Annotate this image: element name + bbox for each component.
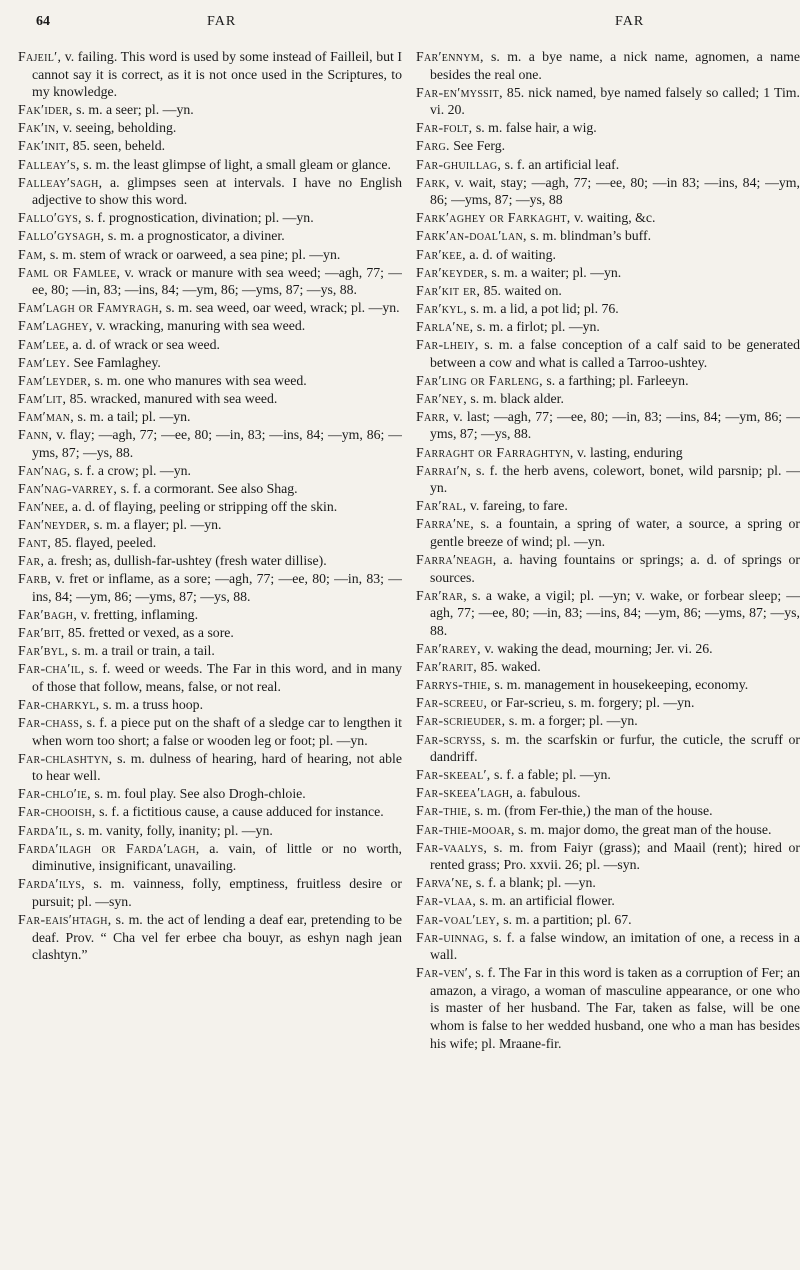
entry-headword: Fam, [18, 246, 47, 262]
entry-headword: Fan′nag, [18, 462, 71, 478]
entry-definition: v. waiting, &c. [570, 210, 656, 226]
entry-headword: Far-uinnag, [416, 929, 489, 945]
entry-definition: See Ferg. [449, 138, 506, 154]
entry-headword: Fam′man, [18, 408, 74, 424]
entry-definition: s. m. sea weed, oar weed, wrack; pl. —yn. [162, 300, 400, 316]
dictionary-entry [18, 174, 402, 209]
entry-definition: s. m. vainness, folly, emptiness, fruitless desire or pursuit; pl. —syn. [32, 876, 402, 909]
entry-definition: s. m. a partition; pl. 67. [499, 911, 632, 927]
entry-headword: Far′ennym, [416, 49, 484, 64]
entry-definition: s. f. the herb avens, colewort, bonet, wild parsnip; pl. —yn. [430, 462, 800, 496]
dictionary-entry [18, 354, 402, 372]
entry-definition: s. m. one who manures with sea weed. [91, 372, 307, 388]
entry-headword: Fan′nag-varrey, [18, 480, 118, 496]
entry-definition: 85. wracked, manured with sea weed. [66, 390, 278, 406]
entry-headword: Farrys-thie, [416, 677, 491, 693]
entry-definition: s. f. The Far in this word is taken as a corruption of Fer; an amazon, a virago, a woman of masculine appearance, or one who is master of her husband. The Far, taken as false, will be one whom is false to her wedded husband, one who a man has besides his wife; pl. Mraane-fir. [430, 965, 800, 1051]
running-head-left: FAR [207, 14, 237, 29]
dictionary-entry [18, 390, 402, 408]
entry-definition: s. m. foul play. See also Drogh-chloie. [90, 786, 306, 802]
entry-definition: See Famlaghey. [70, 354, 161, 370]
dictionary-entry [18, 462, 402, 480]
dictionary-entry [416, 802, 800, 820]
entry-headword: Far-ghuillag, [416, 156, 502, 172]
entry-headword: Far-chlo′ie, [18, 786, 91, 802]
dictionary-entry [416, 462, 800, 497]
dictionary-entry [416, 390, 800, 408]
entry-headword: Fan′neyder, [18, 516, 91, 532]
entry-headword: Fam′lagh or Famyragh, [18, 300, 163, 316]
entry-headword: Fark′an-doal′lan, [416, 228, 527, 244]
dictionary-entry [416, 408, 800, 443]
entry-headword: Far′ling or Farleng, [416, 372, 543, 388]
dictionary-entry [416, 444, 800, 462]
entry-headword: Farla′ne, [416, 318, 474, 334]
entry-definition: 85. flayed, peeled. [51, 535, 157, 551]
entry-definition: 85. seen, beheld. [69, 138, 166, 154]
dictionary-entry [18, 660, 402, 695]
dictionary-entry [18, 534, 402, 552]
entry-definition: s. m. a lid, a pot lid; pl. 76. [466, 300, 619, 316]
entry-definition: s. m. from Faiyr (grass); and Maail (rent); hired or rented grass; Pro. xxvii. 26; pl. —syn. [430, 839, 800, 873]
entry-headword: Farra′neagh, [416, 552, 497, 568]
entry-definition: 85. waked. [477, 659, 541, 675]
entry-headword: Fak′ider, [18, 102, 73, 118]
entry-definition: v. waking the dead, mourning; Jer. vi. 26. [480, 641, 713, 657]
dictionary-entry [18, 696, 402, 714]
entry-headword: Far-screeu, [416, 695, 488, 711]
dictionary-entry [416, 318, 800, 336]
entry-definition: v. flay; —agh, 77; —ee, 80; —in, 83; —ins, 84; —ym, 86; —yms, 87; —ys, 88. [32, 426, 402, 460]
entry-headword: Fallo′gys, [18, 210, 82, 226]
entry-headword: Falleay′sagh, [18, 174, 103, 190]
dictionary-entry [18, 299, 402, 317]
entry-headword: Far-en′myssit, [416, 84, 503, 100]
entry-headword: Far-eais′htagh, [18, 912, 112, 927]
dictionary-entry [416, 676, 800, 694]
entry-definition: s. m. blindman’s buff. [526, 228, 652, 244]
entry-definition: a. d. of flaying, peeling or stripping off the skin. [68, 498, 338, 514]
entry-headword: Farra′ne, [416, 516, 474, 532]
dictionary-entry [18, 516, 402, 534]
dictionary-entry [18, 498, 402, 516]
entry-definition: v. wait, stay; —agh, 77; —ee, 80; —in 83; —ins, 84; —ym, 86; —yms, 87; —ys, 88 [430, 174, 800, 208]
entry-headword: Far′byl, [18, 643, 69, 659]
dictionary-entry [18, 119, 402, 137]
entry-definition: v. wracking, manuring with sea weed. [92, 318, 306, 334]
dictionary-entry [18, 372, 402, 390]
entry-definition: s. m. a forger; pl. —yn. [505, 713, 638, 729]
entry-headword: Far-thie-mooar, [416, 821, 515, 837]
entry-headword: Fam′lit, [18, 390, 67, 406]
entry-definition: a. d. of wrack or sea weed. [68, 336, 220, 352]
entry-headword: Fam′ley. [18, 354, 71, 370]
entry-definition: s. a fountain, a spring of water, a source, a spring or gentle breeze of wind; pl. —yn. [430, 516, 800, 550]
dictionary-entry [18, 317, 402, 335]
dictionary-entry [18, 624, 402, 642]
dictionary-columns [18, 48, 800, 1264]
dictionary-entry [416, 640, 800, 658]
entry-headword: Far-chass, [18, 714, 83, 730]
entry-definition: s. f. a piece put on the shaft of a sledge car to lengthen it when worn too short; a false or wooden leg or foot; pl. —yn. [32, 714, 402, 748]
entry-headword: Far′bit, [18, 625, 65, 640]
dictionary-entry [416, 784, 800, 802]
entry-headword: Far′ral, [416, 498, 467, 514]
dictionary-entry [18, 336, 402, 354]
entry-headword: Far, [18, 553, 45, 569]
dictionary-entry [18, 408, 402, 426]
dictionary-entry [416, 551, 800, 586]
entry-definition: s. f. prognostication, divination; pl. —yn. [81, 210, 314, 226]
entry-definition: s. f. a crow; pl. —yn. [70, 462, 191, 478]
entry-definition: s. m. a prognosticator, a diviner. [104, 228, 285, 244]
entry-headword: Falleay′s, [18, 156, 80, 172]
entry-headword: Fan′nee, [18, 498, 69, 514]
dictionary-entry [18, 875, 402, 910]
entry-definition: v. seeing, beholding. [59, 120, 177, 136]
entry-definition: s. f. a fictitious cause, a cause adduced for instance. [95, 804, 384, 820]
dictionary-entry [416, 264, 800, 282]
entry-headword: Far′ney, [416, 390, 467, 406]
entry-definition: s. f. weed or weeds. The Far in this word, and in many of those that follow, means, false, or not real. [32, 661, 402, 694]
entry-headword: Fak′in, [18, 120, 60, 136]
entry-definition: s. f. a cormorant. See also Shag. [117, 480, 298, 496]
dictionary-entry [18, 570, 402, 605]
entry-definition: a. fabulous. [513, 785, 581, 801]
entry-definition: 85. waited on. [480, 282, 562, 298]
entry-headword: Farda′il, [18, 822, 73, 838]
dictionary-entry [416, 497, 800, 515]
dictionary-entry [416, 336, 800, 371]
entry-headword: Fallo′gysagh, [18, 228, 105, 244]
dictionary-entry [416, 174, 800, 209]
entry-definition: v. last; —agh, 77; —ee, 80; —in, 83; —ins, 84; —ym, 86; —yms, 87; —ys, 88. [430, 408, 800, 442]
entry-definition: s. f. a blank; pl. —yn. [472, 875, 596, 891]
entry-definition: v. wrack or manure with sea weed; —agh, 77; —ee, 80; —in, 83; —ins, 84; —ym, 86; —yms, 87; —ys, 88. [32, 264, 402, 298]
entry-definition: s. m. management in housekeeping, economy. [490, 677, 749, 693]
entry-headword: Far-scrieuder, [416, 713, 506, 729]
entry-definition: s. m. vanity, folly, inanity; pl. —yn. [72, 822, 273, 838]
dictionary-entry [416, 911, 800, 929]
entry-headword: Far-vlaa, [416, 893, 477, 909]
entry-headword: Far-voal′ley, [416, 911, 500, 927]
entry-definition: s. f. a fable; pl. —yn. [490, 767, 611, 783]
entry-definition: 85. fretted or vexed, as a sore. [64, 625, 234, 640]
entry-definition: 85. nick named, bye named falsely so called; 1 Tim. vi. 20. [430, 84, 800, 118]
entry-headword: Fam′lee, [18, 336, 69, 352]
dictionary-entry [18, 480, 402, 498]
entry-definition: s. m. a tail; pl. —yn. [74, 408, 191, 424]
right-column [416, 48, 800, 1264]
dictionary-entry [416, 119, 800, 137]
entry-headword: Far′keyder, [416, 264, 488, 280]
dictionary-entry [416, 227, 800, 245]
dictionary-entry [18, 264, 402, 299]
entry-headword: Far-chooish, [18, 804, 96, 820]
entry-headword: Far′kee, [416, 246, 466, 262]
dictionary-entry [416, 929, 800, 964]
dictionary-entry [18, 606, 402, 624]
dictionary-entry [18, 137, 402, 155]
entry-headword: Farg. [416, 138, 450, 154]
dictionary-entry [416, 731, 800, 766]
dictionary-entry [416, 587, 800, 640]
entry-headword: Far-chlashtyn, [18, 750, 113, 766]
entry-definition: s. m. a firlot; pl. —yn. [473, 318, 600, 334]
entry-headword: Farraght or Farraghtyn, [416, 444, 574, 460]
entry-headword: Far-charkyl, [18, 696, 100, 712]
entry-headword: Far′rar, [416, 587, 467, 603]
dictionary-entry [18, 750, 402, 785]
entry-definition: s. m. a waiter; pl. —yn. [487, 264, 622, 280]
dictionary-entry [416, 892, 800, 910]
dictionary-entry [18, 101, 402, 119]
dictionary-entry [416, 156, 800, 174]
entry-definition: a. glimpses seen at intervals. I have no English adjective to show this word. [32, 174, 402, 208]
dictionary-entry [18, 552, 402, 570]
dictionary-entry [416, 874, 800, 892]
dictionary-entry [416, 766, 800, 784]
entry-definition: v. fretting, inflaming. [77, 606, 199, 622]
entry-definition: s. m. major domo, the great man of the house. [514, 821, 772, 837]
entry-headword: Far′rarit, [416, 659, 478, 675]
entry-headword: Fann, [18, 426, 53, 442]
dictionary-entry [416, 372, 800, 390]
dictionary-entry [18, 642, 402, 660]
entry-definition: s. a farthing; pl. Farleeyn. [542, 372, 689, 388]
entry-definition: v. fret or inflame, as a sore; —agh, 77; —ee, 80; —in, 83; —ins, 84; —ym, 86; —yms, 87; —ys, 88. [32, 571, 402, 604]
entry-headword: Far′kyl, [416, 300, 467, 316]
dictionary-entry [18, 803, 402, 821]
entry-headword: Far-thie, [416, 803, 472, 819]
entry-definition: a. vain, of little or no worth, diminutive, insignificant, unavailing. [32, 840, 402, 874]
dictionary-entry [416, 300, 800, 318]
entry-headword: Far-skeeal′, [416, 767, 491, 783]
dictionary-entry [416, 515, 800, 550]
page-number: 64 [36, 14, 50, 29]
dictionary-entry [18, 426, 402, 461]
dictionary-entry [416, 694, 800, 712]
entry-headword: Far-vaalys, [416, 839, 488, 855]
entry-headword: Fam′laghey, [18, 318, 93, 334]
dictionary-entry [18, 714, 402, 749]
entry-headword: Far-scryss, [416, 731, 486, 747]
entry-definition: v. failing. This word is used by some instead of Failleil, but I cannot say it is correct, as it is not once used in the Scriptures, to my knowledge. [32, 49, 402, 100]
entry-definition: s. m. stem of wrack or oarweed, a sea pine; pl. —yn. [46, 246, 341, 262]
entry-definition: s. f. a false window, an imitation of one, a recess in a wall. [430, 929, 800, 963]
entry-definition: s. f. an artificial leaf. [501, 156, 620, 172]
entry-headword: Farva′ne, [416, 875, 473, 891]
page-header [0, 14, 800, 36]
entry-headword: Fark′aghey or Farkaght, [416, 210, 571, 226]
entry-definition: s. m. a flayer; pl. —yn. [90, 516, 222, 532]
entry-definition: v. lasting, enduring [573, 444, 683, 460]
entry-definition: s. m. a bye name, a nick name, agnomen, a name besides the real one. [430, 49, 800, 82]
dictionary-entry [416, 821, 800, 839]
entry-definition: s. m. the scarfskin or furfur, the cuticle, the scruff or dandriff. [430, 731, 800, 765]
dictionary-entry [416, 48, 800, 83]
dictionary-entry [416, 712, 800, 730]
entry-headword: Far-skeea′lagh, [416, 785, 514, 801]
entry-definition: s. m. the least glimpse of light, a small gleam or glance. [79, 156, 391, 172]
dictionary-entry [416, 839, 800, 874]
entry-headword: Far-lheiy, [416, 337, 479, 352]
entry-definition: v. fareing, to fare. [466, 498, 568, 514]
entry-headword: Far-ven′, [416, 965, 472, 981]
entry-definition: a. d. of waiting. [465, 246, 556, 262]
entry-headword: Far′bagh, [18, 606, 78, 622]
dictionary-entry [18, 227, 402, 245]
entry-headword: Far′rarey, [416, 641, 481, 657]
entry-headword: Farb, [18, 571, 52, 587]
entry-definition: s. m. (from Fer-thie,) the man of the house. [471, 803, 713, 819]
dictionary-entry [416, 282, 800, 300]
entry-headword: Fant, [18, 535, 52, 551]
dictionary-entry [18, 209, 402, 227]
dictionary-entry [416, 658, 800, 676]
entry-headword: Faml or Famlee, [18, 264, 121, 280]
running-head-right: FAR [615, 14, 645, 29]
entry-definition: a. having fountains or springs; a. d. of springs or sources. [430, 552, 800, 585]
entry-headword: Farr, [416, 408, 450, 424]
entry-definition: or Far-scrieu, s. m. forgery; pl. —yn. [487, 695, 695, 711]
entry-headword: Fajeil′, [18, 49, 62, 64]
dictionary-entry [416, 964, 800, 1052]
dictionary-entry [18, 822, 402, 840]
entry-definition: s. m. the act of lending a deaf ear, pretending to be deaf. Prov. “ Cha vel fer erbee cha bouyr, as eshyn nagh jean clashtyn.” [32, 912, 402, 963]
dictionary-entry [416, 84, 800, 119]
entry-definition: s. a wake, a vigil; pl. —yn; v. wake, or forbear sleep; —agh, 77; —ee, 80; —in, 83; —ins, 84; —ym, 86; —yms, 87; —ys, 88. [430, 587, 800, 638]
entry-definition: s. m. a trail or train, a tail. [68, 643, 215, 659]
dictionary-entry [18, 246, 402, 264]
entry-headword: Far-folt, [416, 120, 473, 136]
entry-headword: Fark, [416, 174, 450, 190]
entry-headword: Fak′init, [18, 138, 70, 154]
dictionary-entry [18, 156, 402, 174]
entry-definition: s. m. black alder. [466, 390, 564, 406]
entry-headword: Farda′ilys, [18, 876, 85, 892]
entry-definition: s. m. dulness of hearing, hard of hearing, not able to hear well. [32, 750, 402, 784]
dictionary-entry [18, 785, 402, 803]
dictionary-entry [416, 246, 800, 264]
entry-headword: Far-cha′il, [18, 661, 85, 677]
entry-definition: s. m. false hair, a wig. [472, 120, 597, 136]
entry-definition: s. m. a false conception of a calf said to be generated between a cow and what is called a Tarroo-ushtey. [430, 337, 800, 370]
entry-definition: s. m. a seer; pl. —yn. [72, 102, 194, 118]
dictionary-entry [416, 209, 800, 227]
entry-definition: a. fresh; as, dullish-far-ushtey (fresh water dillise). [44, 553, 327, 569]
entry-definition: s. m. an artificial flower. [476, 893, 615, 909]
entry-headword: Far′kit er, [416, 282, 481, 298]
entry-headword: Fam′leyder, [18, 372, 91, 388]
entry-headword: Farda′ilagh or Farda′lagh, [18, 840, 200, 856]
left-column [18, 48, 402, 1264]
dictionary-entry [18, 911, 402, 964]
dictionary-entry [18, 48, 402, 101]
dictionary-entry [18, 840, 402, 875]
dictionary-entry [416, 137, 800, 155]
entry-headword: Farrai′n, [416, 462, 472, 478]
entry-definition: s. m. a truss hoop. [99, 696, 204, 712]
